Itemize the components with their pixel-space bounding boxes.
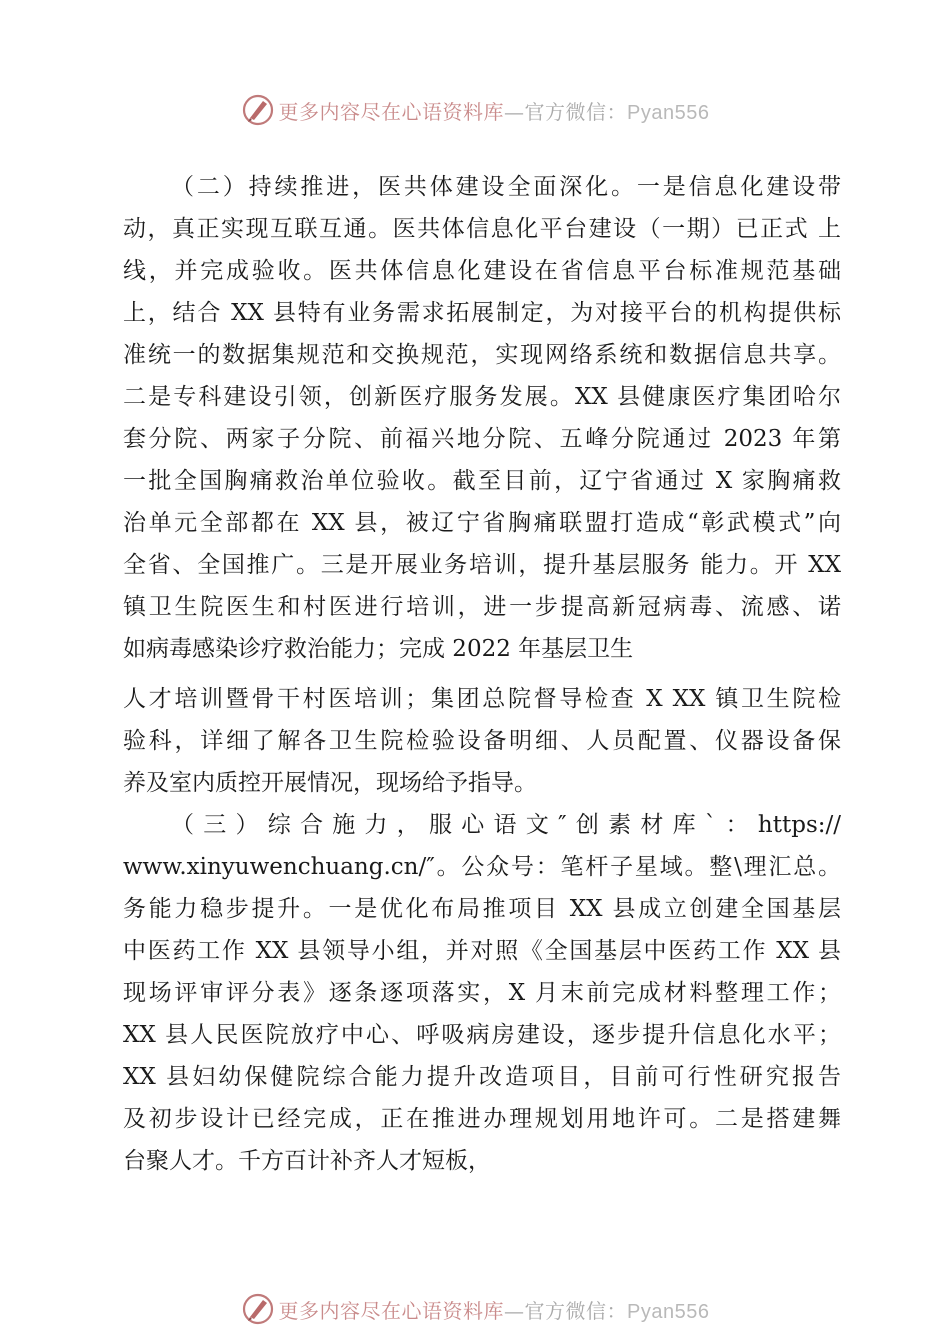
text-line: 人才培训暨骨干村医培训；集团总院督导检查 X XX 镇卫生院检	[123, 686, 841, 712]
text-line: 治单元全部都在 XX 县，被辽宁省胸痛联盟打造成“彰武模式”向	[123, 510, 841, 536]
text-line: 动，真正实现互联互通。医共体信息化平台建设（一期）已正式 上	[123, 216, 841, 242]
document-body	[123, 166, 841, 1182]
text-line: www.xinyuwenchuang.cn/″。公众号：笔杆子星域。整\理汇总。	[123, 854, 841, 880]
text-line: 验科，详细了解各卫生院检验设备明细、人员配置、仪器设备保	[123, 728, 841, 754]
footer-banner	[0, 1289, 950, 1329]
text-line: 准统一的数据集规范和交换规范，实现网络系统和数据信息共享。	[123, 342, 841, 368]
text-line: 台聚人才。千方百计补齐人才短板，	[123, 1148, 491, 1174]
paragraph-1	[123, 166, 841, 670]
banner-separator: —	[504, 1298, 525, 1323]
text-line: 上，结合 XX 县特有业务需求拓展制定，为对接平台的机构提供标	[123, 300, 841, 326]
banner-title: 更多内容尽在心语资料库	[278, 1298, 505, 1323]
banner-text	[279, 1295, 710, 1324]
text-line: XX 县妇幼保健院综合能力提升改造项目，目前可行性研究报告	[123, 1064, 841, 1090]
line-gap	[123, 670, 841, 678]
wechat-id: Pyan556	[627, 1300, 710, 1323]
header-banner	[0, 90, 950, 130]
text-line: 务能力稳步提升。一是优化布局推项目 XX 县成立创建全国基层	[123, 896, 841, 922]
quill-pen-icon	[241, 93, 275, 127]
text-line: XX 县人民医院放疗中心、呼吸病房建设，逐步提升信息化水平；	[123, 1022, 841, 1048]
text-line: 套分院、两家子分院、前福兴地分院、五峰分院通过 2023 年第	[123, 426, 841, 452]
text-line: 一批全国胸痛救治单位验收。截至目前，辽宁省通过 X 家胸痛救	[123, 468, 841, 494]
text-line: 如病毒感染诊疗救治能力；完成 2022 年基层卫生	[123, 636, 634, 662]
text-line: 二是专科建设引领，创新医疗服务发展。XX 县健康医疗集团哈尔	[123, 384, 841, 410]
text-line: 镇卫生院医生和村医进行培训，进一步提高新冠病毒、流感、诺	[123, 594, 841, 620]
text-line: （三）综合施力，服心语文″创素材库`：https://	[171, 812, 841, 838]
text-line: （二）持续推进，医共体建设全面深化。一是信息化建设带	[171, 174, 841, 200]
banner-separator: —	[504, 99, 525, 124]
text-line: 中医药工作 XX 县领导小组，并对照《全国基层中医药工作 XX 县	[123, 938, 841, 964]
wechat-id: Pyan556	[627, 101, 710, 124]
banner-text	[279, 96, 710, 125]
wechat-label: 官方微信：	[524, 99, 628, 124]
text-line: 现场评审评分表》逐条逐项落实，X 月末前完成材料整理工作；	[123, 980, 841, 1006]
quill-pen-icon	[241, 1292, 275, 1326]
text-line: 全省、全国推广。三是开展业务培训，提升基层服务 能力。开 XX	[123, 552, 841, 578]
paragraph-1-continued	[123, 678, 841, 804]
banner-title: 更多内容尽在心语资料库	[278, 99, 505, 124]
text-line: 及初步设计已经完成，正在推进办理规划用地许可。二是搭建舞	[123, 1106, 841, 1132]
paragraph-2	[123, 804, 841, 1182]
text-line: 养及室内质控开展情况，现场给予指导。	[123, 770, 537, 796]
text-line: 线，并完成验收。医共体信息化建设在省信息平台标准规范基础	[123, 258, 841, 284]
wechat-label: 官方微信：	[524, 1298, 628, 1323]
